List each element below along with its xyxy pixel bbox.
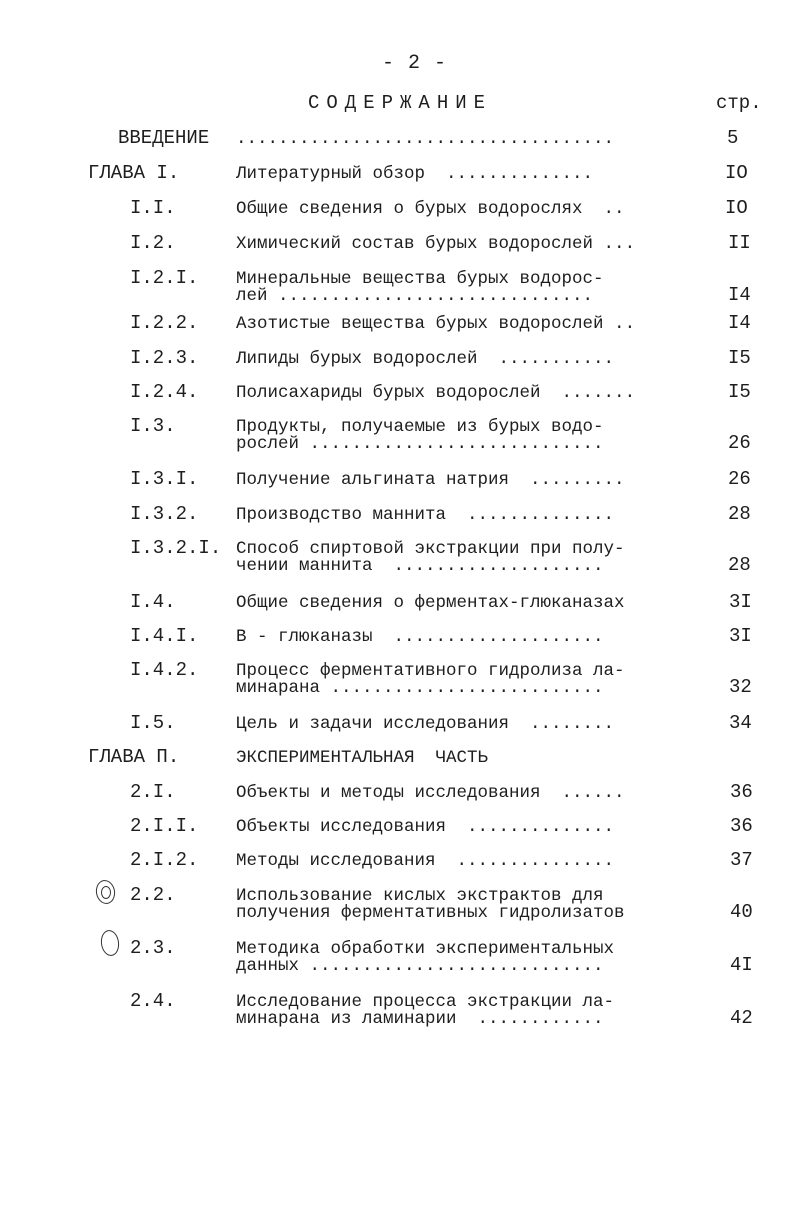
toc-entry-number: I.2.I. <box>130 267 199 289</box>
handwritten-circle-mark-inner <box>101 886 111 899</box>
toc-entry-page: 32 <box>729 676 752 698</box>
toc-entry-title: Литературный обзор .............. <box>236 164 594 184</box>
toc-entry-title: Полисахариды бурых водорослей ....... <box>236 383 636 403</box>
toc-entry-number: I.4.I. <box>130 625 199 647</box>
toc-entry-title: Липиды бурых водорослей ........... <box>236 349 615 369</box>
toc-entry-number: 2.I. <box>130 781 176 803</box>
toc-entry-title: Минеральные вещества бурых водорос- лей .............................. <box>236 269 604 306</box>
toc-entry-page: I5 <box>728 381 751 403</box>
toc-entry-page: 34 <box>729 712 752 734</box>
toc-entry-page: 40 <box>730 901 753 923</box>
toc-entry-title: Цель и задачи исследования ........ <box>236 714 615 734</box>
toc-entry-number: I.2.4. <box>130 381 199 403</box>
toc-entry-title: Объекты и методы исследования ...... <box>236 783 625 803</box>
page-number: - 2 - <box>382 52 448 75</box>
toc-entry-number: I.2.3. <box>130 347 199 369</box>
toc-entry-title: Производство маннита .............. <box>236 505 615 525</box>
toc-entry-number: ГЛАВА П. <box>88 746 180 768</box>
toc-entry-title: Методика обработки экспериментальных данных ............................ <box>236 939 615 976</box>
toc-entry-number: 2.2. <box>130 884 176 906</box>
toc-entry-title: Азотистые вещества бурых водорослей .. <box>236 314 636 334</box>
toc-entry-number: I.3.I. <box>130 468 199 490</box>
toc-entry-title: Исследование процесса экстракции ла- минарана из ламинарии ............ <box>236 992 615 1029</box>
toc-entry-number: I.2.2. <box>130 312 199 334</box>
toc-entry-title: Объекты исследования .............. <box>236 817 615 837</box>
toc-entry-title: Использование кислых экстрактов для получения ферментативных гидролизатов <box>236 886 625 923</box>
toc-entry-page: 28 <box>728 503 751 525</box>
toc-entry-page: 28 <box>728 554 751 576</box>
toc-entry-number: 2.3. <box>130 937 176 959</box>
toc-entry-page: IO <box>725 197 748 219</box>
toc-entry-number: 2.I.2. <box>130 849 199 871</box>
toc-entry-page: 36 <box>730 781 753 803</box>
toc-entry-title: В - глюканазы .................... <box>236 627 604 647</box>
toc-entry-number: 2.I.I. <box>130 815 199 837</box>
toc-entry-title: Получение альгината натрия ......... <box>236 470 625 490</box>
toc-entry-number: I.4. <box>130 591 176 613</box>
toc-entry-title: Процесс ферментативного гидролиза ла- минарана .......................... <box>236 661 625 698</box>
toc-entry-page: 37 <box>730 849 753 871</box>
toc-entry-number: ГЛАВА I. <box>88 162 180 184</box>
toc-entry-page: I4 <box>728 284 751 306</box>
toc-entry-page: I5 <box>728 347 751 369</box>
toc-entry-page: 26 <box>728 432 751 454</box>
toc-entry-page: I4 <box>728 312 751 334</box>
handwritten-circle-mark <box>99 929 120 957</box>
toc-entry-page: 36 <box>730 815 753 837</box>
page-column-header: стр. <box>716 92 762 114</box>
toc-entry-title: Продукты, получаемые из бурых водо- рослей ............................ <box>236 417 604 454</box>
toc-entry-title: Способ спиртовой экстракции при полу- чении маннита .................... <box>236 539 625 576</box>
toc-entry-title: Химический состав бурых водорослей ... <box>236 234 636 254</box>
toc-entry-page: 42 <box>730 1007 753 1029</box>
toc-entry-number: I.5. <box>130 712 176 734</box>
toc-entry-title: Методы исследования ............... <box>236 851 615 871</box>
toc-entry-number: I.3. <box>130 415 176 437</box>
toc-entry-title: Общие сведения о бурых водорослях .. <box>236 199 625 219</box>
toc-entry-page: 3I <box>729 625 752 647</box>
toc-entry-number: ВВЕДЕНИЕ <box>118 127 210 149</box>
toc-entry-number: I.I. <box>130 197 176 219</box>
toc-entry-number: I.2. <box>130 232 176 254</box>
toc-entry-number: I.3.2. <box>130 503 199 525</box>
toc-entry-title: Общие сведения о ферментах-глюканазах <box>236 593 625 613</box>
toc-entry-page: 5 <box>727 127 739 149</box>
page-title: СОДЕРЖАНИЕ <box>308 92 493 114</box>
toc-entry-title: .................................... <box>236 129 615 149</box>
toc-entry-number: I.4.2. <box>130 659 199 681</box>
toc-entry-number: I.3.2.I. <box>130 537 222 559</box>
toc-entry-page: 4I <box>730 954 753 976</box>
toc-entry-number: 2.4. <box>130 990 176 1012</box>
toc-entry-page: IO <box>725 162 748 184</box>
toc-entry-page: II <box>728 232 751 254</box>
toc-entry-title: ЭКСПЕРИМЕНТАЛЬНАЯ ЧАСТЬ <box>236 748 489 768</box>
toc-entry-page: 3I <box>729 591 752 613</box>
toc-entry-page: 26 <box>728 468 751 490</box>
